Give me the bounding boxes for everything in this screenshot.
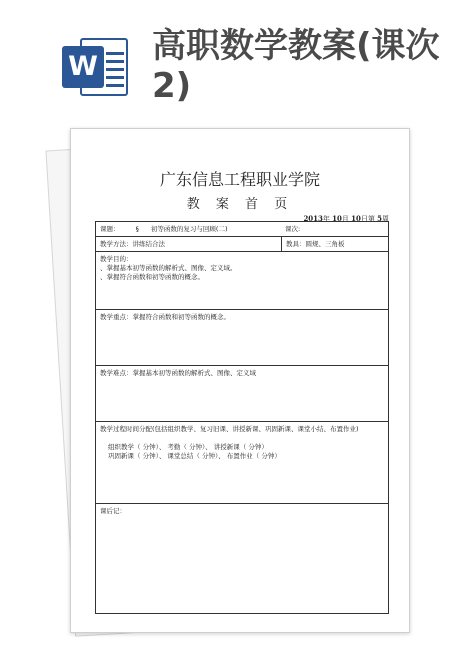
date-line: 2013年 10月 10日第 5周 xyxy=(303,214,389,223)
topic-row xyxy=(96,222,388,237)
difficulties-row xyxy=(96,366,388,422)
difficulties: 教学难点：掌握基本初等函数的解析式、图像、定义域 xyxy=(100,369,256,377)
topic-label: 课题： xyxy=(100,225,120,233)
word-badge: W xyxy=(62,46,104,88)
key-points-row xyxy=(96,310,388,366)
objectives-row xyxy=(96,252,388,310)
schedule-label: 教学过程时间分配(包括组织教学、复习旧课、讲授新课、巩固新课、课堂小结、布置作业) xyxy=(100,425,359,433)
objective-item: 、掌握基本初等函数的解析式、图像、定义域。 xyxy=(100,264,237,272)
teaching-method: 教学方法：讲练结合法 xyxy=(100,240,165,248)
method-row xyxy=(96,237,388,252)
section-mark: § xyxy=(135,225,139,233)
lesson-plan-table xyxy=(95,221,389,614)
objectives-label: 教学目的： xyxy=(100,255,133,263)
institution-name: 广东信息工程职业学院 xyxy=(159,170,320,189)
document-preview[interactable] xyxy=(70,128,410,633)
teaching-tools: 教具：圆规、三角板 xyxy=(281,237,390,251)
afterword-label: 课后记： xyxy=(100,507,126,515)
objective-item: 、掌握符合函数和初等函数的概念。 xyxy=(100,273,204,281)
afterword-row xyxy=(96,504,388,615)
class-hours-label: 课次: xyxy=(285,225,301,233)
key-points: 教学重点：掌握符合函数和初等函数的概念。 xyxy=(100,313,230,321)
document-title: 教 案 首 页 xyxy=(186,197,294,212)
schedule-line-1: 组织教学（ 分钟）、 考勤（ 分钟）、 讲授新课（ 分钟） xyxy=(108,443,268,451)
topic-value: 初等函数的复习与回顾(二) xyxy=(150,225,228,233)
schedule-line-2: 巩固新课（ 分钟）、 课堂总结（ 分钟）、 布置作业（ 分钟） xyxy=(108,452,281,460)
page-title: 高职数学教案(课次2) xyxy=(152,26,440,106)
schedule-row xyxy=(96,422,388,504)
word-icon xyxy=(62,36,130,98)
